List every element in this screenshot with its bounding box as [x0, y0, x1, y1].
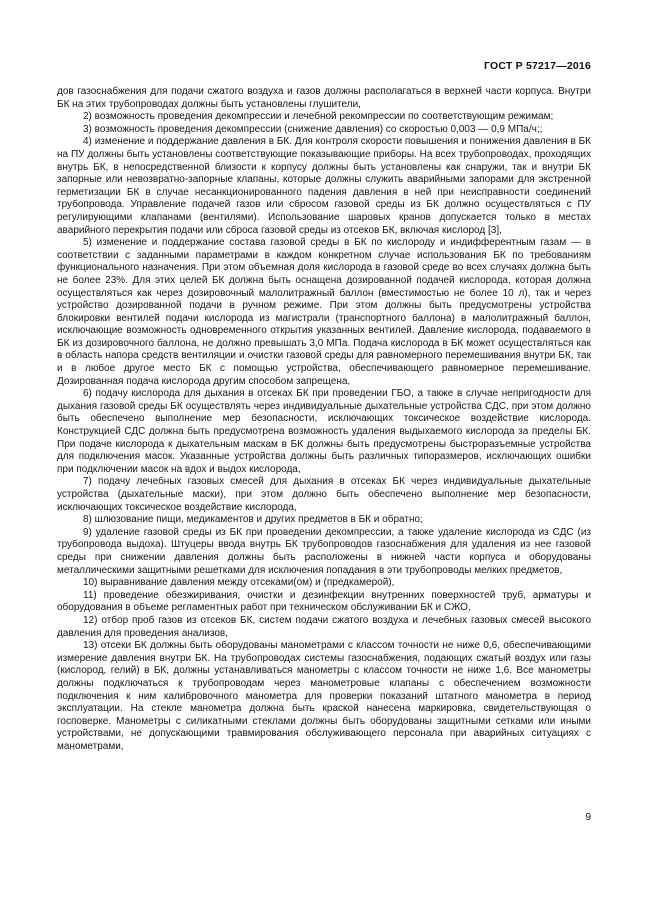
- page-footer: [57, 812, 591, 823]
- paragraph-item-3: 3) возможность проведения декомпрессии (снижение давления) со скоростью 0,003 — 0,9 МПа/ч;;: [83, 123, 543, 135]
- paragraph-item-6: 6) подачу кислорода для дыхания в отсеках БК при проведении ГБО, а также в случае непригодности для дыхания газовой среды БК осуществлять через индивидуальные дыхательные устройства СДС, при этом должно быть обеспечено выполнение мер безопасности, исключающих токсическое воздействие кислорода. Конструкцией СДС должна быть предусмотрена возможность удаления выдыхаемого кислорода за пределы БК. При подаче кислорода к дыхательным маскам в БК должны быть предусмотрены быстроразъемные устройства для подключения масок. Указанные устройства должны быть различных типоразмеров, исключающих ошибки при подключении масок на вдох и выдох кислорода,: [57, 388, 591, 475]
- paragraph-item-10: 10) выравнивание давления между отсеками(ом) и (предкамерой),: [83, 577, 395, 589]
- paragraph-item-8: 8) шлюзование пищи, медикаментов и других предметов в БК и обратно;: [83, 514, 423, 526]
- paragraph-item-12: 12) отбор проб газов из отсеков БК, систем подачи сжатого воздуха и лечебных газовых смесей высокого давления для проведения анализов,: [57, 614, 591, 639]
- paragraph-item-7: 7) подачу лечебных газовых смесей для дыхания в отсеках БК через индивидуальные дыхательные устройства (дыхательные маски), при этом должно быть обеспечено выполнение мер безопасности, исключающих токсическое воздействие кислорода,: [57, 476, 591, 513]
- page-header: [57, 60, 591, 72]
- paragraph-item-13: 13) отсеки БК должны быть оборудованы манометрами с классом точности не ниже 0,6, обеспечивающими измерение давления внутри БК. На трубопроводах системы газоснабжения, подающих сжатый воздух или газы (кислород, гелий) в БК, должны устанавливаться манометры с классом точности не ниже 1,6. Все манометры должны подключаться к трубопроводам через манометровые клапаны с обеспечением возможности подключения к ним калибровочного манометра для проверки показаний штатного манометра в период эксплуатации. На стекле манометра должна быть краской нанесена маркировка, свидетельствующая о госповерке. Манометры с силикатными стеклами должны быть оборудованы защитными сетками или иными устройствами, не допускающими травмирования обслуживающего персонала при аварийных ситуациях с манометрами,: [57, 640, 591, 752]
- page-number: 9: [585, 812, 591, 823]
- paragraph-item-5: 5) изменение и поддержание состава газовой среды в БК по кислороду и индифферентным газам — в соответствии с заданными параметрами в каждом конкретном случае использования БК по требованиям функционального назначения. При этом объемная доля кислорода в газовой среде во всех случаях должна быть не более 23%. Для этих целей БК должна быть оснащена дозированной подачей кислорода, которая должна осуществляться как через дозировочный малолитражный баллон (вместимостью не более 10 л), так и через устройство дозированной подачи в ручном режиме. При этом должны быть предусмотрены устройства блокировки вентилей подачи кислорода из магистрали (транспортного баллона) в малолитражный баллон, исключающие возможность одновременного открытия указанных вентилей. Давление кислорода, подаваемого в БК из дозировочного баллона, не должно превышать 3,0 МПа. Подача кислорода в БК может осуществляться как в область напора средств вентиляции и очистки газовой среды для равномерного перемешивания внутри БК, так и в любое другое место БК с помощью устройства, обеспечивающего равномерное перемешивание. Дозированная подача кислорода другим способом запрещена,: [57, 237, 591, 387]
- standard-number: ГОСТ Р 57217—2016: [483, 60, 591, 72]
- paragraph-continuation: дов газоснабжения для подачи сжатого воздуха и газов должны располагаться в верхней части корпуса. Внутри БК на этих трубопроводах должны быть установлены глушители,: [57, 86, 591, 110]
- paragraph-item-2: 2) возможность проведения декомпрессии и лечебной рекомпрессии по соответствующим режимам;: [83, 111, 554, 123]
- paragraph-item-9: 9) удаление газовой среды из БК при проведении декомпрессии, а также удаление кислорода из СДС (из трубопровода выдоха). Штуцеры ввода внутрь БК трубопроводов газоснабжения для удаления из нее газовой среды при снижении давления должны быть расположены в нижней части корпуса и оборудованы металлическими защитными решетками для исключения попадания в эти трубопроводы мелких предметов,: [57, 526, 591, 576]
- paragraph-item-11: 11) проведение обезжиривания, очистки и дезинфекции внутренних поверхностей труб, арматуры и оборудования в объеме регламентных работ при техническом обслуживании БК и СЖО,: [57, 589, 591, 614]
- document-body: [57, 86, 591, 753]
- paragraph-item-4: 4) изменение и поддержание давления в БК. Для контроля скорости повышения и понижения давления в БК на ПУ должны быть установлены соответствующие показывающие приборы. На всех трубопроводах, проходящих внутрь БК, в непосредственной близости к корпусу должны быть установлены как снаружи, так и внутри БК запорные или невозвратно-запорные клапаны, которые должны служить аварийными запорами для экстренной герметизации БК в случае несанкционированного падения давления в ней при неисправности соединений трубопровода. Управление подачей газов или сбросом газовой среды из БК должно осуществляться с ПУ регулирующими клапанами (вентилями). Использование шаровых кранов допускается только в местах аварийного перекрытия подачи или сброса газовой среды из отсеков БК, включая кислород [3],: [57, 136, 591, 236]
